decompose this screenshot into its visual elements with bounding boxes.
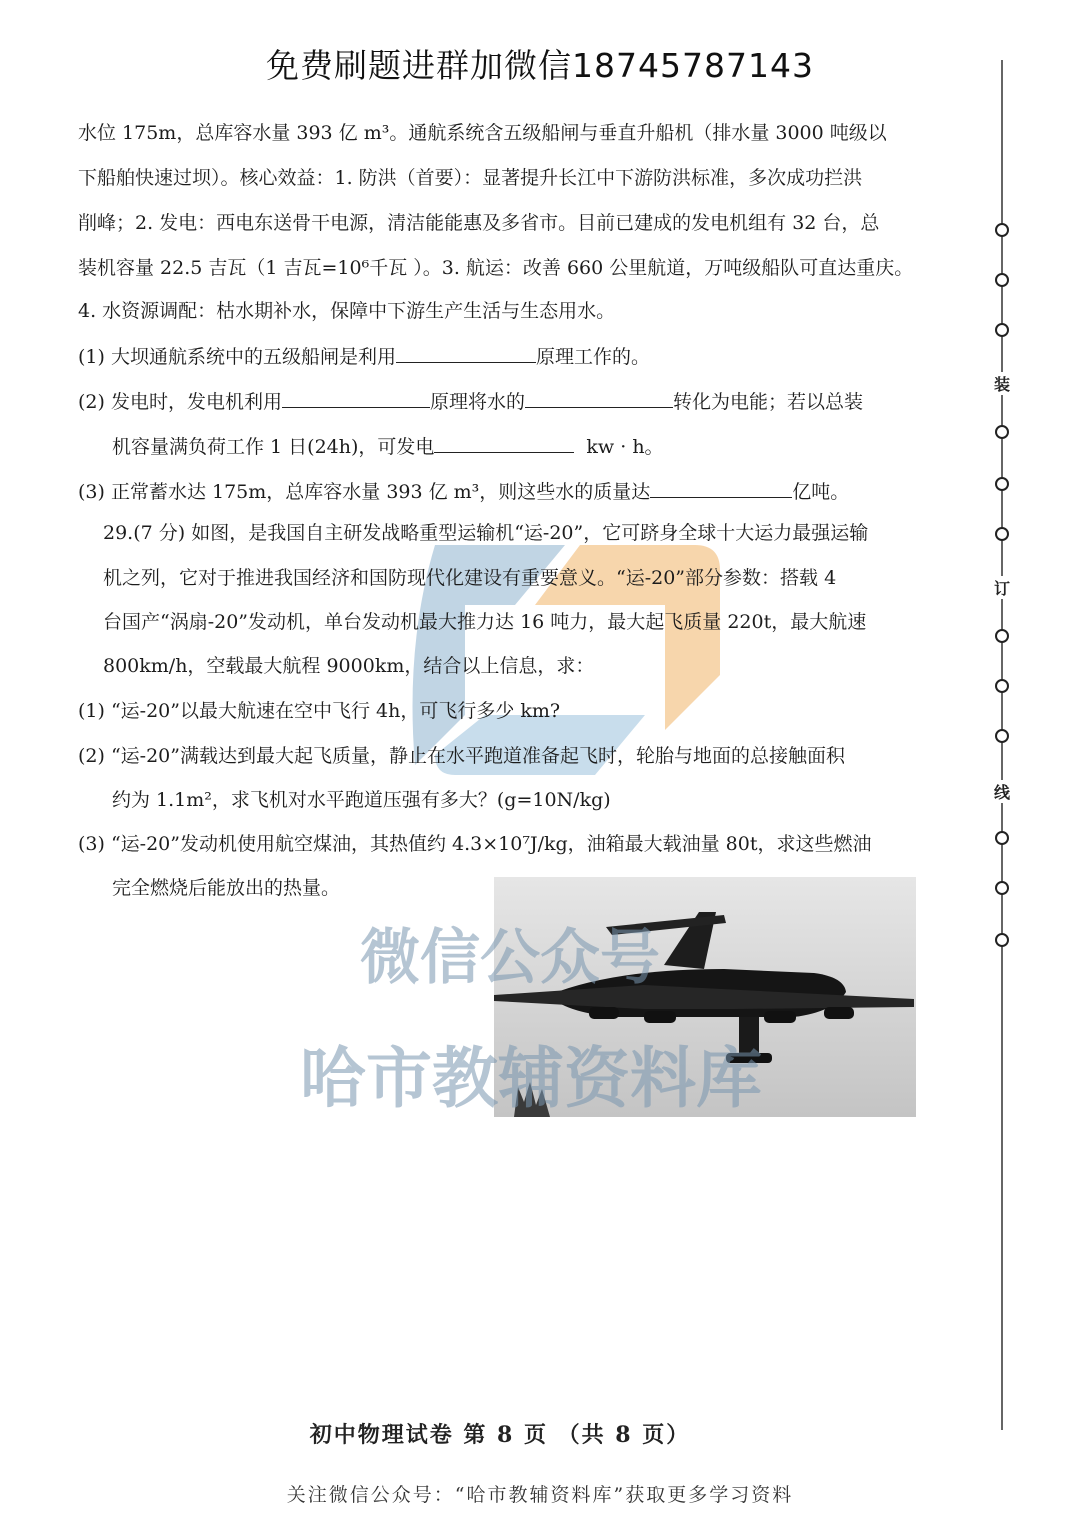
binding-line [990,60,1014,1430]
page-footer: 初中物理试卷 第 8 页 （共 8 页） [309,1422,691,1448]
promo-header: 免费刷题进群加微信18745787143 [266,46,814,85]
q28-unit: kw · h。 [586,436,664,458]
binding-label-ding: 订 [993,576,1011,599]
q28-p2-cont-text: 机容量满负荷工作 1 日(24h)，可发电 [112,436,435,458]
answer-blank[interactable] [434,432,574,453]
q28-p3-tail: 亿吨。 [792,481,850,503]
q29-part-1: (1) “运-20”以最大航速在空中飞行 4h，可飞行多少 km? [78,700,561,722]
q29-stem-line: 29.(7 分) 如图，是我国自主研发战略重型运输机“运-20”，它可跻身全球十大运力最强运输 [103,522,869,544]
passage-line: 下船舶快速过坝）。核心效益：1. 防洪（首要）：显著提升长江中下游防洪标准，多次成功拦洪 [78,167,863,189]
bottom-note: 关注微信公众号：“哈市教辅资料库”获取更多学习资料 [286,1484,794,1506]
q28-part-3 [78,477,849,505]
q28-p1-tail: 原理工作的。 [535,346,650,368]
q28-p3-text: (3) 正常蓄水达 175m，总库容水量 393 亿 m³，则这些水的质量达 [78,481,651,503]
passage-line: 削峰；2. 发电：西电东送骨干电源，清洁能能惠及多省市。目前已建成的发电机组有 32 台，总 [78,212,880,234]
q28-part-2-cont [112,432,664,460]
answer-blank[interactable] [525,387,673,408]
q29-part-3: (3) “运-20”发动机使用航空煤油，其热值约 4.3×10⁷J/kg，油箱最大载油量 80t，求这些燃油 [78,833,872,855]
q29-stem-line: 台国产“涡扇-20”发动机，单台发动机最大推力达 16 吨力，最大起飞质量 220t，最大航速 [103,611,867,633]
q28-p2-mid: 原理将水的 [429,391,525,413]
passage-line: 水位 175m，总库容水量 393 亿 m³。通航系统含五级船闸与垂直升船机（排水量 3000 吨级以 [78,122,887,144]
passage-line: 4. 水资源调配：枯水期补水，保障中下游生产生活与生态用水。 [78,300,616,322]
watermark-text: 微信公众号 [360,923,660,993]
q29-stem-line: 800km/h，空载最大航程 9000km，结合以上信息，求： [103,655,595,677]
q28-p2-text: (2) 发电时，发电机利用 [78,391,282,413]
q29-part-3-cont: 完全燃烧后能放出的热量。 [112,877,341,899]
q29-stem-line: 机之列，它对于推进我国经济和国防现代化建设有重要意义。“运-20”部分参数：搭载 4 [103,567,837,589]
q29-part-2: (2) “运-20”满载达到最大起飞质量，静止在水平跑道准备起飞时，轮胎与地面的总接触面积 [78,745,845,767]
binding-label-xian: 线 [993,780,1011,803]
binding-label-zhuang: 装 [993,372,1011,395]
watermark-text: 哈市教辅资料库 [300,1040,762,1117]
passage-line: 装机容量 22.5 吉瓦（1 吉瓦=10⁶千瓦 ）。3. 航运：改善 660 公里航道，万吨级船队可直达重庆。 [78,257,914,279]
q28-p2-tail: 转化为电能；若以总装 [672,391,863,413]
q28-part-1 [78,342,650,370]
q28-p1-text: (1) 大坝通航系统中的五级船闸是利用 [78,346,396,368]
answer-blank[interactable] [650,477,792,498]
q29-part-2-cont: 约为 1.1m²，求飞机对水平跑道压强有多大？(g=10N/kg) [112,789,611,811]
q28-part-2 [78,387,863,415]
answer-blank[interactable] [396,342,536,363]
answer-blank[interactable] [282,387,430,408]
